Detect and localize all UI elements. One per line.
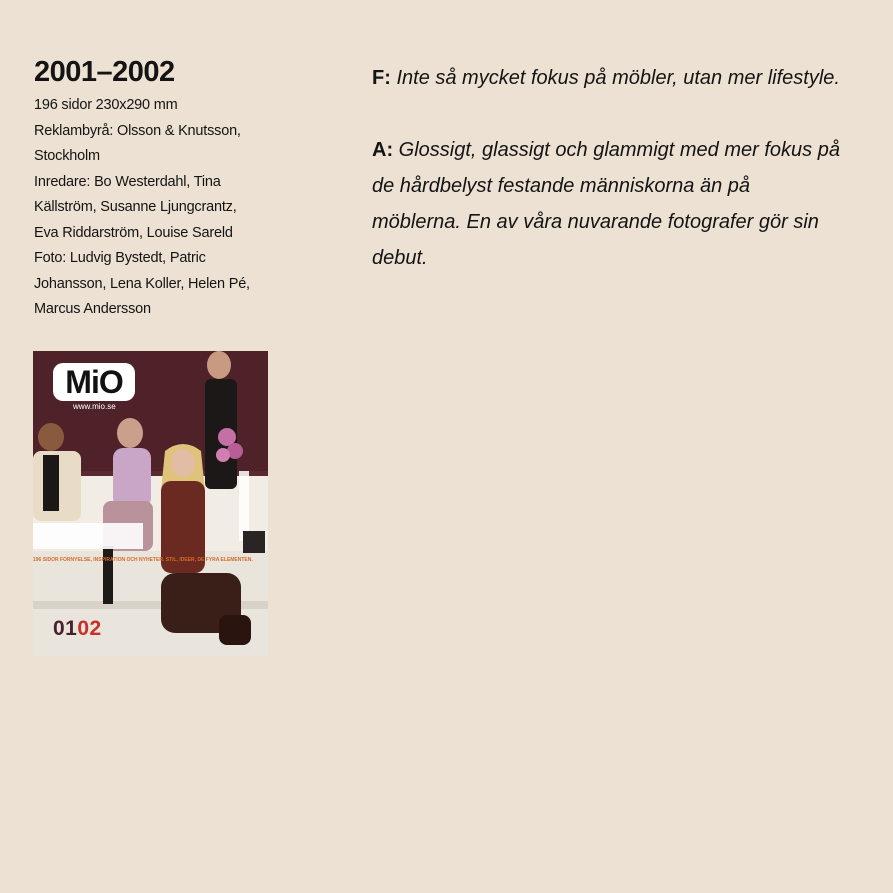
quote-text: Inte så mycket fokus på möbler, utan mer lifestyle. bbox=[396, 67, 840, 89]
quotes bbox=[372, 60, 842, 312]
cover-logo: MiO bbox=[53, 363, 135, 401]
meta-line: Eva Riddarström, Louise Sareld bbox=[34, 224, 233, 241]
issue-part-2: 02 bbox=[77, 617, 102, 640]
magazine-cover bbox=[33, 351, 268, 656]
meta-line: Foto: Ludvig Bystedt, Patric bbox=[34, 250, 206, 266]
meta-line: Stockholm bbox=[34, 148, 100, 164]
entry-meta bbox=[34, 93, 284, 323]
cover-url: www.mio.se bbox=[73, 402, 116, 411]
year-title: 2001–2002 bbox=[34, 56, 175, 88]
quote-a bbox=[372, 132, 842, 276]
issue-part-1: 01 bbox=[53, 617, 78, 640]
meta-line: Marcus Andersson bbox=[34, 301, 151, 317]
quote-speaker: A: bbox=[372, 139, 394, 161]
cover-tagline: 196 SIDOR FÖRNYELSE, INSPIRATION OCH NYHETER. STIL, IDÉER, DE FYRA ELEMENTEN. bbox=[33, 557, 253, 563]
cover-issue-number bbox=[53, 617, 102, 641]
entry-info bbox=[34, 54, 284, 323]
meta-line: Källström, Susanne Ljungcrantz, bbox=[34, 199, 237, 215]
quote-f bbox=[372, 60, 842, 96]
meta-line: Inredare: Bo Westerdahl, Tina bbox=[34, 173, 221, 190]
meta-line: Reklambyrå: Olsson & Knutsson, bbox=[34, 122, 241, 139]
quote-speaker: F: bbox=[372, 67, 391, 89]
meta-line: 196 sidor 230x290 mm bbox=[34, 97, 178, 113]
quote-text: Glossigt, glassigt och glammigt med mer fokus på de hårdbelyst festande människorna än på möblerna. En av våra nuvarande fotografer gör sin debut. bbox=[372, 139, 840, 269]
meta-line: Johansson, Lena Koller, Helen Pé, bbox=[34, 275, 250, 292]
